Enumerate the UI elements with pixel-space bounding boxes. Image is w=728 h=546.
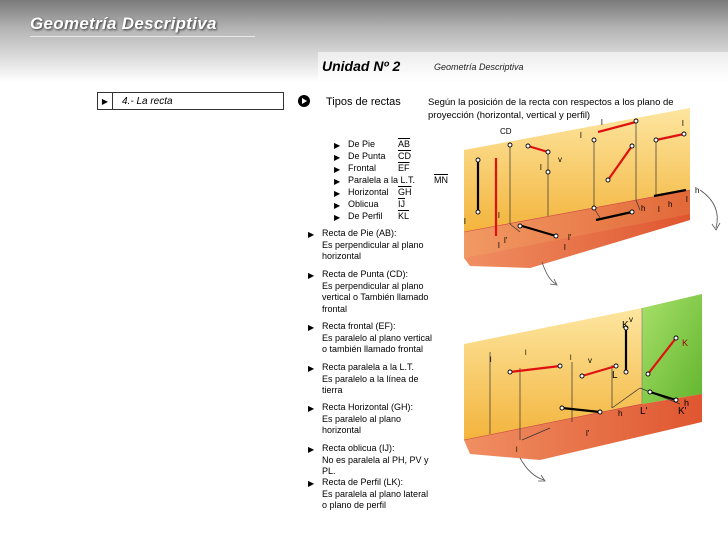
bottom-diagram <box>464 294 702 481</box>
bullet-icon: ▶ <box>334 141 341 150</box>
label-l: l <box>490 357 492 364</box>
bullet-icon: ▶ <box>308 323 315 332</box>
label-l: l <box>601 118 603 127</box>
label-l: l <box>686 195 688 204</box>
rotation-arrow <box>542 262 556 284</box>
label-l: l <box>525 350 527 357</box>
label-l: l <box>498 211 500 220</box>
label-v: v <box>558 155 562 164</box>
label-l: l <box>540 163 542 172</box>
profile-plane <box>642 294 702 404</box>
app-title: Geometría Descriptiva <box>30 14 217 33</box>
rotation-arrow <box>700 190 717 228</box>
bullet-icon: ▶ <box>308 271 315 280</box>
label-h: h <box>695 186 700 195</box>
label-l: l <box>564 243 566 252</box>
label-lp: L' <box>640 406 648 417</box>
bullet-icon: ▶ <box>334 189 341 198</box>
bullet-icon: ▶ <box>334 153 341 162</box>
bullet-icon: ▶ <box>308 230 315 239</box>
intro-text: Según la posición de la recta con respectos a los plano de proyección (horizontal, vertical y perfil) <box>428 97 674 121</box>
nav-item-label: 4.- La recta <box>122 96 173 107</box>
label-kp: K' <box>678 406 687 417</box>
play-icon: ▶ <box>98 93 113 109</box>
label-l: l <box>682 119 684 128</box>
unit-subtitle: Geometría Descriptiva <box>434 62 524 72</box>
label-tick: l <box>498 241 500 250</box>
bullet-icon: ▶ <box>334 177 341 186</box>
label-l: l <box>570 355 572 362</box>
label-v: v <box>588 356 592 365</box>
bullet-icon: ▶ <box>308 404 315 413</box>
label-k: K <box>622 320 629 331</box>
bullet-icon: ▶ <box>334 201 341 210</box>
label-lpp: l' <box>586 429 590 438</box>
section-title: Tipos de rectas <box>326 96 401 108</box>
label-k: K <box>682 338 689 348</box>
label-lp: l' <box>504 236 508 245</box>
label-l: l <box>516 447 518 454</box>
unit-title: Unidad Nº 2 <box>322 58 401 74</box>
bullet-icon: ▶ <box>334 213 341 222</box>
label-v: v <box>629 315 633 324</box>
top-diagram <box>464 108 720 285</box>
label-l: L <box>612 370 618 381</box>
label-h: h <box>668 200 673 209</box>
label-tick: l <box>464 217 466 226</box>
label-lp: l' <box>568 233 572 242</box>
bullet-icon: ▶ <box>308 445 315 454</box>
label-l: l <box>658 205 660 214</box>
label-h: h <box>684 398 690 408</box>
bullet-icon: ▶ <box>308 364 315 373</box>
bullet-icon: ▶ <box>308 479 315 488</box>
label-h: h <box>641 204 646 213</box>
label-l: l <box>580 131 582 140</box>
label-h: h <box>618 409 623 418</box>
rotation-arrow <box>520 458 544 480</box>
label-cd: CD <box>500 127 512 136</box>
bullet-icon: ▶ <box>334 165 341 174</box>
